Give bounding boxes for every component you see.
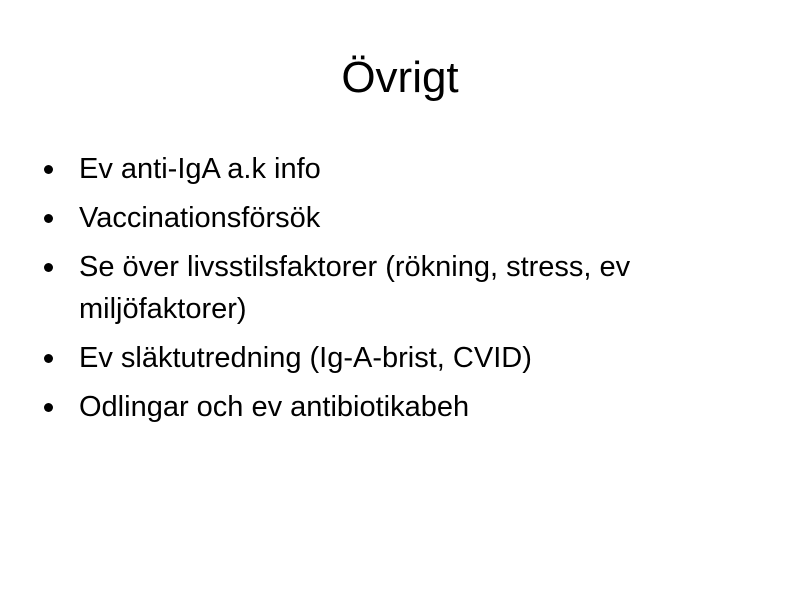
- bullet-text: Odlingar och ev antibiotikabeh: [79, 391, 470, 423]
- bullet-dot-icon: [44, 403, 53, 412]
- bullet-text: Ev anti-IgA a.k info: [79, 153, 321, 185]
- slide-title: Övrigt: [341, 53, 459, 102]
- bullet-dot-icon: [44, 354, 53, 363]
- bullet-dot-icon: [44, 165, 53, 174]
- bullet-item: [40, 337, 740, 379]
- bullet-dot-icon: [44, 214, 53, 223]
- bullet-item: [40, 386, 740, 428]
- bullet-item: [40, 148, 740, 190]
- bullet-item: [40, 246, 740, 330]
- bullet-text: Ev släktutredning (Ig-A-brist, CVID): [79, 342, 532, 374]
- bullet-text: Vaccinationsförsök: [79, 202, 321, 234]
- bullet-item: [40, 197, 740, 239]
- bullet-list: [40, 148, 740, 435]
- bullet-dot-icon: [44, 263, 53, 272]
- bullet-text: Se över livsstilsfaktorer (rökning, stress, ev miljöfaktorer): [79, 251, 631, 325]
